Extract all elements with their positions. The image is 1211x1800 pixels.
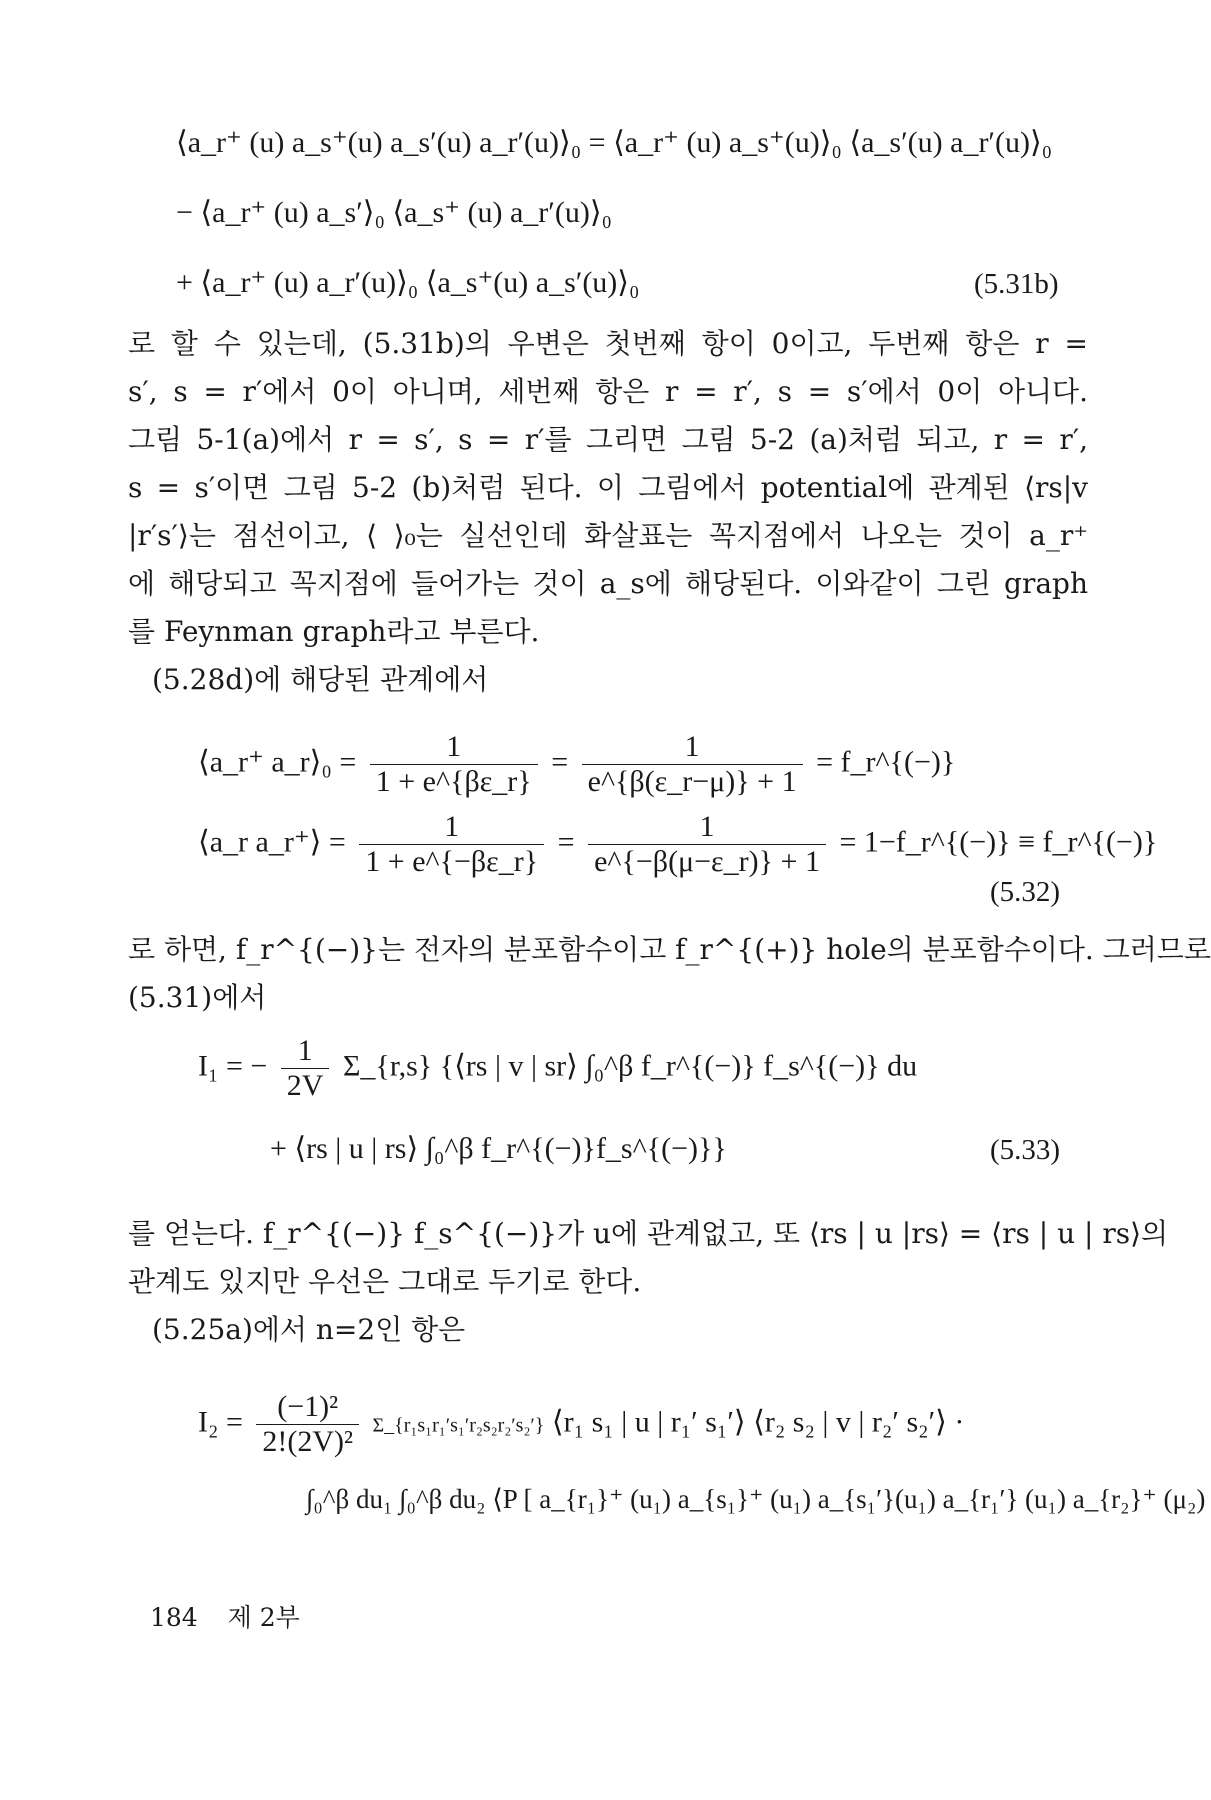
eq-531b-line-2: − ⟨a_r⁺ (u) a_s′⟩₀ ⟨a_s⁺ (u) a_r′(u)⟩₀ — [176, 196, 612, 229]
eq-531b-line-1: ⟨a_r⁺ (u) a_s⁺(u) a_s′(u) a_r′(u)⟩₀ = ⟨a_r⁺ (u) a_s⁺(u)⟩₀ ⟨a_s′(u) a_r′(u)⟩₀ — [176, 126, 1053, 159]
fraction: $\frac{1}{2V}$ — [281, 1036, 330, 1101]
sum-symbol: Σ_{r,s} — [342, 1049, 433, 1083]
text-line: 에 해당되고 꼭지점에 들어가는 것이 a_s에 해당된다. 이와같이 그린 graph — [128, 567, 1088, 600]
fraction: $\frac{1}{1 + e\^{}\{\beta\varepsilon\_r\}}$ — [370, 732, 538, 797]
eq-533-line-1-lhs: I₁ = − — [198, 1049, 268, 1083]
eq-i2-body: ⟨r₁ s₁ | u | r₁′ s₁′⟩ ⟨r₂ s₂ | v | r₂′ s₂′⟩ · — [551, 1405, 965, 1439]
text-line: |r′s′⟩는 점선이고, ⟨ ⟩₀는 실선인데 화살표는 꼭지점에서 나오는 것이 a_r⁺ — [128, 519, 1088, 552]
page-number: 184 — [150, 1603, 198, 1632]
text-line: 로 할 수 있는데, (5.31b)의 우변은 첫번째 항이 0이고, 두번째 항은 r = — [128, 327, 1088, 360]
eq-532-line-2: ⟨a_r a_r⁺⟩ = $\frac{1}{1 + e\^{}\{-\beta\varepsilon\_r\}}$ = $\frac{1}{e\^{}\{-\beta(\mu-\varepsilon\_r)\} + 1}$ = 1−f_r^{(−)} ≡ f_r^{(−)} — [198, 810, 1158, 878]
eq-531b-number: (5.31b) — [974, 268, 1059, 300]
text-line: 로 하면, f_r^{(−)}는 전자의 분포함수이고 f_r^{(+)} hole의 분포함수이다. 그러므로 — [128, 933, 1211, 966]
text-line: s = s′이면 그림 5-2 (b)처럼 된다. 이 그림에서 potential에 관계된 ⟨rs|v — [128, 471, 1088, 504]
text-line: 관계도 있지만 우선은 그대로 두기로 한다. — [128, 1265, 642, 1298]
eq-i2-line-2: ∫₀^β du₁ ∫₀^β du₂ ⟨P [ a_{r₁}⁺ (u₁) a_{s₁}⁺ (u₁) a_{s₁′}(u₁) a_{r₁′} (u₁) a_{r₂}⁺ (μ₂) — [306, 1484, 1206, 1514]
sum-symbol: Σ_{r₁s₁r₁′s₁′r₂s₂r₂′s₂′} — [372, 1414, 545, 1437]
eq-533-line-1-body: {⟨rs | v | sr⟩ ∫₀^β f_r^{(−)} f_s^{(−)} du — [439, 1049, 918, 1083]
part-label: 제 2부 — [227, 1603, 300, 1632]
text-line: 를 얻는다. f_r^{(−)} f_s^{(−)}가 u에 관계없고, 또 ⟨rs | u |rs⟩ = ⟨rs | u | rs⟩의 — [128, 1217, 1169, 1250]
eq-i2-lhs: I₂ = — [198, 1405, 243, 1439]
paragraph-feynman — [128, 320, 1088, 704]
text-line: (5.28d)에 해당된 관계에서 — [152, 663, 489, 696]
text-line: (5.25a)에서 n=2인 항은 — [152, 1313, 466, 1346]
page-footer — [150, 1598, 300, 1634]
fraction: $\frac{\text{(−1)²}}{\text{2!(2V)²}}$ — [256, 1392, 359, 1457]
eq-533-line-1 — [198, 1036, 917, 1101]
fraction: $\frac{1}{e\^{}\{\beta(\varepsilon\_r-\mu)\} + 1}$ — [582, 732, 803, 797]
eq-532-line-2-rhs: = 1−f_r^{(−)} ≡ f_r^{(−)} — [839, 825, 1158, 859]
text-line: 그림 5-1(a)에서 r = s′, s = r′를 그리면 그림 5-2 (a)처럼 되고, r = r′, — [128, 423, 1088, 456]
text-line: (5.31)에서 — [128, 981, 267, 1014]
paragraph-result — [128, 1210, 1169, 1354]
eq-533-line-2: + ⟨rs | u | rs⟩ ∫₀^β f_r^{(−)}f_s^{(−)}} — [270, 1132, 727, 1165]
eq-532-line-2-lhs: ⟨a_r a_r⁺⟩ = — [198, 825, 346, 859]
fraction: $\frac{1}{1 + e\^{}\{-\beta\varepsilon\_r\}}$ — [359, 812, 544, 877]
eq-532-line-1-rhs: = f_r^{(−)} — [816, 745, 956, 779]
eq-531b-line-3: + ⟨a_r⁺ (u) a_r′(u)⟩₀ ⟨a_s⁺(u) a_s′(u)⟩₀ — [176, 266, 640, 299]
eq-533-number: (5.33) — [990, 1134, 1061, 1166]
eq-i2-line-1 — [198, 1392, 964, 1457]
text-line: s′, s = r′에서 0이 아니며, 세번째 항은 r = r′, s = s′에서 0이 아니다. — [128, 375, 1088, 408]
fraction: $\frac{1}{e\^{}\{-\beta(\mu-\varepsilon\_r)\} + 1}$ — [588, 812, 826, 877]
text-line: 를 Feynman graph라고 부른다. — [128, 615, 540, 648]
paragraph-distribution — [128, 926, 1211, 1022]
eq-532-line-1-lhs: ⟨a_r⁺ a_r⟩₀ = — [198, 745, 357, 779]
eq-532-line-1: ⟨a_r⁺ a_r⟩₀ = $\frac{1}{1 + e\^{}\{\beta\varepsilon\_r\}}$ = $\frac{1}{e\^{}\{\beta(\varepsilon\_r-\mu)\} + 1}$ = f_r^{(−)} — [198, 730, 956, 798]
eq-532-number: (5.32) — [990, 876, 1061, 908]
